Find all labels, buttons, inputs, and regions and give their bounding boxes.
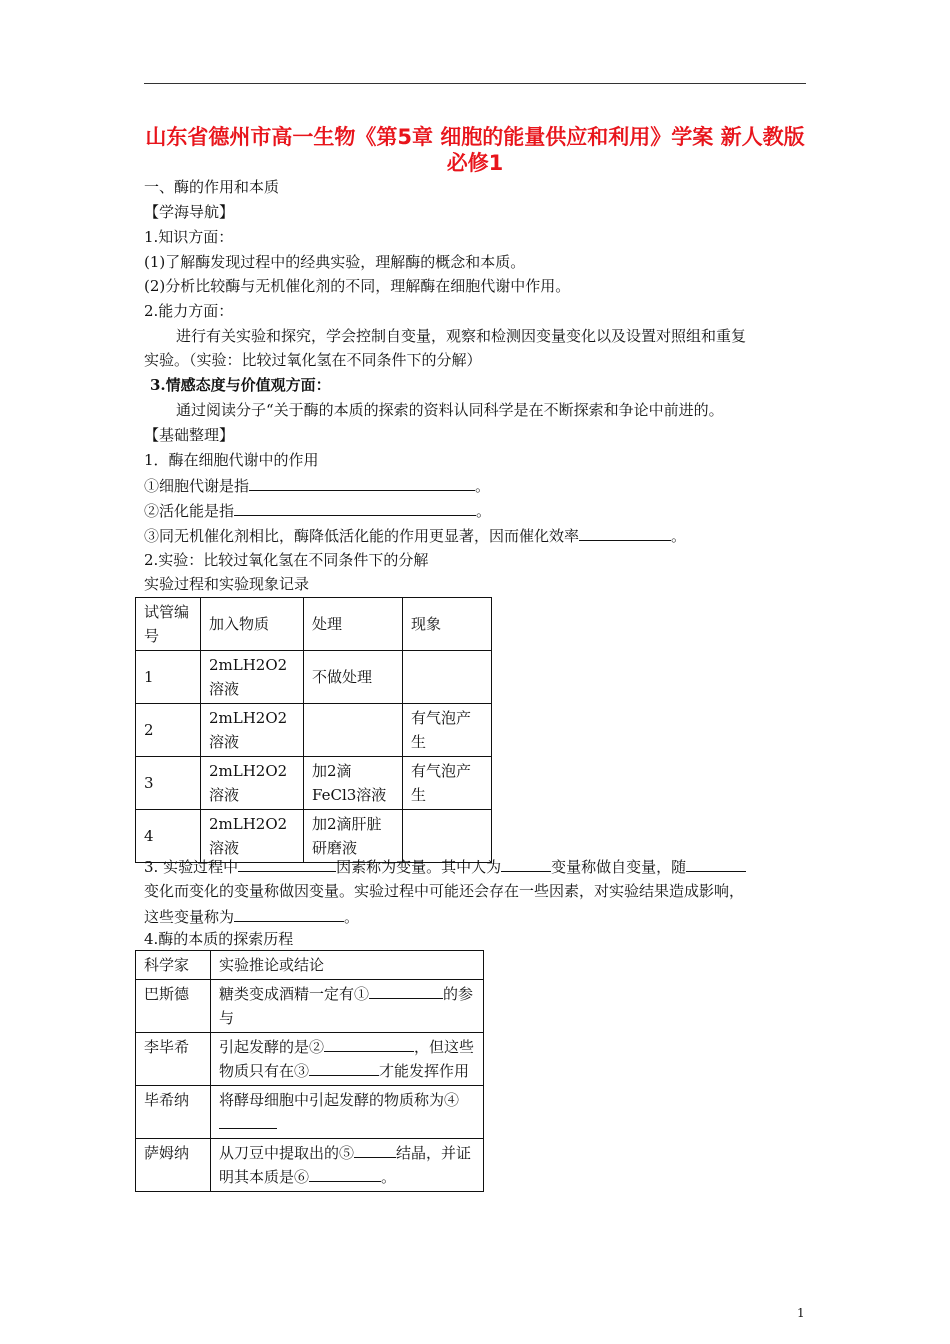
blank-line[interactable] bbox=[354, 1141, 396, 1158]
blank-line[interactable] bbox=[579, 524, 671, 541]
table-header-cell: 处理 bbox=[304, 598, 403, 651]
table-row bbox=[136, 651, 492, 704]
table-row bbox=[136, 1033, 484, 1086]
table-row bbox=[136, 704, 492, 757]
table-header-cell: 现象 bbox=[403, 598, 492, 651]
conclusion-cell: 将酵母细胞中引起发酵的物质称为④ bbox=[211, 1086, 484, 1139]
scientist-cell: 巴斯德 bbox=[136, 980, 211, 1033]
attitude-header: 3.情感态度与价值观方面： bbox=[150, 376, 331, 394]
conclusion-cell: 糖类变成酒精一定有① 的参与 bbox=[211, 980, 484, 1033]
table-header-cell: 加入物质 bbox=[201, 598, 304, 651]
table-row bbox=[136, 1139, 484, 1192]
table-header-cell: 科学家 bbox=[136, 951, 211, 980]
knowledge-item-1: (1)了解酶发现过程中的经典实验，理解酶的概念和本质。 bbox=[144, 253, 526, 271]
treatment-cell: 加2滴肝脏研磨液 bbox=[304, 810, 403, 863]
blank-line[interactable] bbox=[238, 855, 336, 872]
page-number: 1 bbox=[797, 1306, 805, 1320]
experiment-table bbox=[135, 597, 492, 863]
table-row bbox=[136, 980, 484, 1033]
table-row bbox=[136, 757, 492, 810]
ability-text-line2: 实验。（实验：比较过氧化氢在不同条件下的分解） bbox=[144, 351, 482, 369]
tube-number-cell: 4 bbox=[136, 810, 201, 863]
scientist-cell: 萨姆纳 bbox=[136, 1139, 211, 1192]
item4-header: 4.酶的本质的探索历程 bbox=[144, 930, 294, 948]
blank-line[interactable] bbox=[309, 1059, 379, 1076]
item1-question-b: ②活化能是指 。 bbox=[144, 499, 491, 522]
scientist-cell: 毕希纳 bbox=[136, 1086, 211, 1139]
blank-line[interactable] bbox=[686, 855, 746, 872]
basics-header: 【基础整理】 bbox=[144, 426, 235, 444]
guide-header: 【学海导航】 bbox=[144, 203, 235, 221]
item1-question-c: ③同无机催化剂相比，酶降低活化能的作用更显著，因而催化效率 。 bbox=[144, 524, 686, 547]
blank-line[interactable] bbox=[309, 1165, 381, 1182]
knowledge-header: 1.知识方面： bbox=[144, 228, 234, 246]
tube-number-cell: 2 bbox=[136, 704, 201, 757]
blank-line[interactable] bbox=[324, 1035, 414, 1052]
knowledge-item-2: (2)分析比较酶与无机催化剂的不同，理解酶在细胞代谢中作用。 bbox=[144, 277, 571, 295]
table-header-cell: 试管编号 bbox=[136, 598, 201, 651]
item3-line3: 这些变量称为 。 bbox=[144, 905, 359, 928]
item1-header: 1．酶在细胞代谢中的作用 bbox=[144, 451, 319, 469]
tube-number-cell: 1 bbox=[136, 651, 201, 704]
conclusion-cell: 从刀豆中提取出的⑤ 结晶，并证明其本质是⑥ 。 bbox=[211, 1139, 484, 1192]
treatment-cell: 加2滴FeCl3溶液 bbox=[304, 757, 403, 810]
scientist-cell: 李毕希 bbox=[136, 1033, 211, 1086]
ability-header: 2.能力方面： bbox=[144, 302, 234, 320]
substance-cell: 2mLH2O2溶液 bbox=[201, 651, 304, 704]
phenomenon-cell[interactable] bbox=[403, 651, 492, 704]
blank-line[interactable] bbox=[501, 855, 551, 872]
item2-header: 2.实验：比较过氧化氢在不同条件下的分解 bbox=[144, 551, 429, 569]
blank-line[interactable] bbox=[234, 499, 476, 516]
phenomenon-cell: 有气泡产生 bbox=[403, 704, 492, 757]
substance-cell: 2mLH2O2溶液 bbox=[201, 810, 304, 863]
blank-line[interactable] bbox=[234, 905, 344, 922]
item3-line2: 变化而变化的变量称做因变量。实验过程中可能还会存在一些因素，对实验结果造成影响， bbox=[144, 882, 745, 900]
tube-number-cell: 3 bbox=[136, 757, 201, 810]
treatment-cell: 不做处理 bbox=[304, 651, 403, 704]
enzyme-history-table bbox=[135, 950, 484, 1192]
document-title: 山东省德州市高一生物《第5章 细胞的能量供应和利用》学案 新人教版必修1 bbox=[145, 125, 805, 175]
table-header-row bbox=[136, 598, 492, 651]
treatment-cell[interactable] bbox=[304, 704, 403, 757]
blank-line[interactable] bbox=[249, 474, 475, 491]
table-header-row bbox=[136, 951, 484, 980]
blank-line[interactable] bbox=[369, 982, 443, 999]
section-heading: 一、酶的作用和本质 bbox=[144, 178, 280, 196]
table-row bbox=[136, 1086, 484, 1139]
table-header-cell: 实验推论或结论 bbox=[211, 951, 484, 980]
header-rule bbox=[144, 83, 806, 84]
item3-line1: 3. 实验过程中 因素称为变量。其中人为 变量称做自变量，随 bbox=[144, 855, 746, 878]
substance-cell: 2mLH2O2溶液 bbox=[201, 757, 304, 810]
substance-cell: 2mLH2O2溶液 bbox=[201, 704, 304, 757]
ability-text-line1: 进行有关实验和探究，学会控制自变量，观察和检测因变量变化以及设置对照组和重复 bbox=[176, 327, 747, 345]
blank-line[interactable] bbox=[219, 1112, 277, 1129]
phenomenon-cell: 有气泡产生 bbox=[403, 757, 492, 810]
item1-question-a: ①细胞代谢是指 。 bbox=[144, 474, 490, 497]
conclusion-cell: 引起发酵的是② ，但这些物质只有在③ 才能发挥作用 bbox=[211, 1033, 484, 1086]
attitude-text: 通过阅读分子“关于酶的本质的探索的资料认同科学是在不断探索和争论中前进的。 bbox=[176, 401, 724, 419]
item2-subheader: 实验过程和实验现象记录 bbox=[144, 575, 310, 593]
